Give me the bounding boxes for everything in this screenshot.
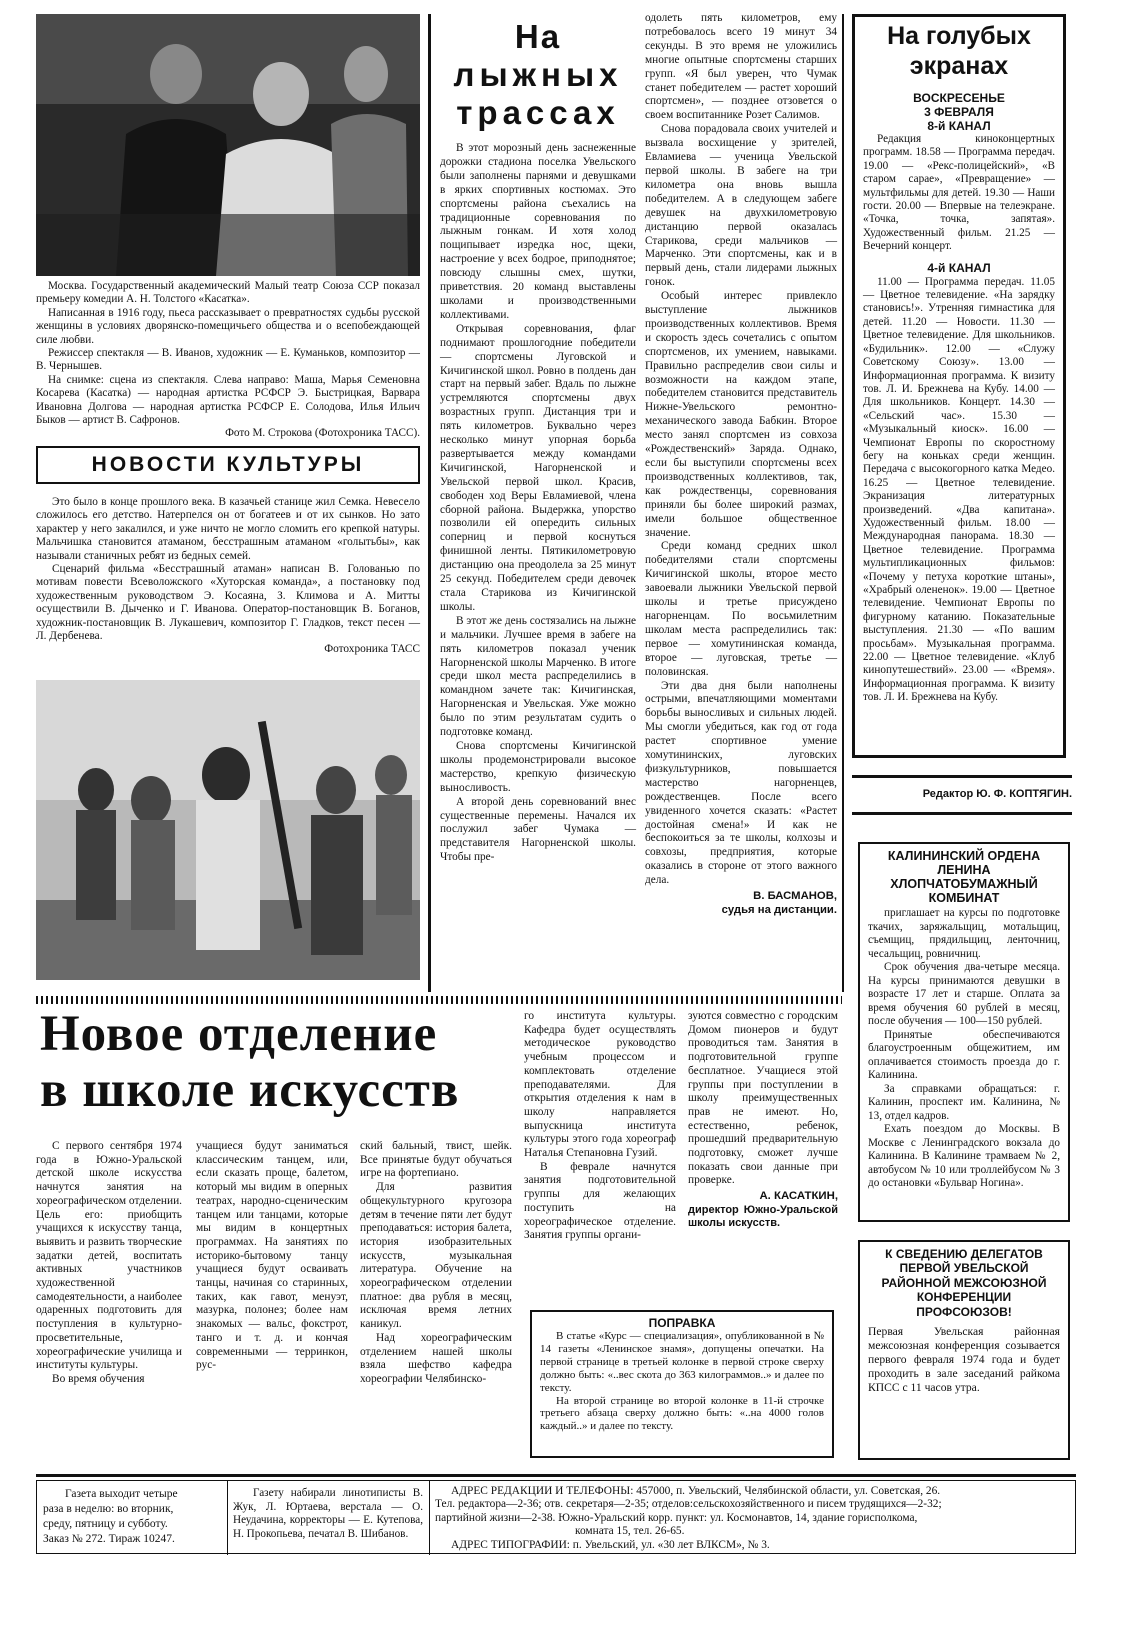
tv-ch8-text: Редакция киноконцертных программ. 18.58 — Программа передач. 19.00 — «Рекс-полицейский», «В старом сарае», «Превращение» — мультфильмы для детей. 19.30 — Наши гости. 20.00 — Впервые на телеэкране. «Точка, точка, запятая». Художественный фильм. 21.25 — Вечерний концерт. — [863, 133, 1055, 253]
footer-schedule: Газета выходит четыре раза в неделю: во вторник, среду, пятницу и субботу. Заказ № 272. Тираж 10247. — [43, 1488, 178, 1545]
film-photo — [36, 680, 420, 980]
school-column-4: го института культуры. Кафедра будет осуществлять методическое руководство учебным процессом и комплектовать отделение преподавателями. Для открытия отделения к нам в школу направляется выпускница института культуры этого года хореограф Наталья Степановна Гузий. В феврале начнутся занятия подготовительной группы для желающих поступить на хореографическое отделение. Занятия группы органи- — [524, 1010, 676, 1242]
ski-signature: В. БАСМАНОВ, — [753, 890, 837, 903]
editor-line: Редактор Ю. Ф. КОПТЯГИН. — [922, 788, 1072, 800]
footer-address: АДРЕС РЕДАКЦИИ И ТЕЛЕФОНЫ: 457000, п. Увельский, Челябинской области, ул. Советская, 26. Тел. редактора—2-36; отв. секретаря—2-35; отделов:сельскохозяйственного и писем трудящихся—2-32; партийной жизни—2-38. Южно-Уральский корр. пункт: ул. Космонавтов, 14, здание горисполкома, комната 15, тел. 26-65. АДРЕС ТИПОГРАФИИ: п. Увельский, ул. «30 лет ВЛКСМ», № 3. — [435, 1485, 942, 1551]
news-heading-box — [36, 446, 420, 484]
school-headline: Новое отделение в школе искусств — [40, 1006, 460, 1118]
correction-notice: ПОПРАВКА В статье «Курс — специализация», опубликованной в № 14 газеты «Ленинское знамя», допущены опечатки. На первой странице в третьей колонке в первой строке сверху должно быть: «..вес скота до 363 килограммов..» и далее по тексту. На второй странице во второй колонке в 11-й строчке третьего абзаца сверху должно быть: «..на 4000 голов каждый..» и далее по тексту. — [530, 1310, 834, 1458]
ski-column-1: В этот морозный день заснеженные дорожки стадиона поселка Увельского были заполнены парнями и девушками в ярких спортивных костюмах. Это спортсмены района съехались на традиционные соревнования по лыжным гонкам. И хотя холод пощипывает изредка нос, щеки, настроение у всех бодрое, приподнятое; повсюду слышны смех, шутки, приветствия. 20 команд выставлены школами и производственными коллективами. Открывая соревнования, флаг поднимают прошлогодние победители — спортсмены Луговской и Кичигинской школ. Ровно в полдень дан старт на первый забег. Вдаль по лыжне устремляются спортсмены двух возрастных групп. Дистанция три и пять километров. Буквально через несколько минут упорная борьба развертывается между командами Кичигинской, Нагорненской и Увельской первой школ. Красив, свободен ход Веры Евламиевой, члена сборной района. Выдержка, упорство позволили ей опередить сильных соперниц и первой коснуться финишной ленты. Пятикилометровую дистанцию она преодолела за 25 минут 25 секунд. Победителем среди девочек стала Старикова из Кичигинской школы. В этот же день состязались на лыжне и мальчики. Лучшее время в забеге на пять километров показал ученик Нагорненской школы Марченко. В итоге среди школ места распределились в командном зачете так: Кичигинская, Нагорненская и Увельская. Уже можно было по этим результатам судить о подготовке команд. Снова спортсмены Кичигинской школы продемонстрировали высокое мастерство, крепкую физическую выносливость. А второй день соревнований внес существенные перемены. Начался их послужил забег Чумака — представителя Нагорненской школы. Чтобы пре- — [440, 142, 636, 864]
tv-ch4-text: 11.00 — Программа передач. 11.05 — Цветное телевидение. «На зарядку становись!». Утренняя гимнастика для детей. 11.20 — Новости. 11.30 — Цветное телевидение. Для школьников. «Будильник». 12.00 — «Служу Советскому Союзу». 13.00 — Информационная программа. К визиту тов. Л. И. Брежнева на Кубу. 14.00 — Для школьников. Концерт. 14.30 — «Сельский час». 15.30 — «Музыкальный киоск». 16.00 — Чемпионат Европы по скоростному бегу на коньках среди женщин. Передача с высокогорного катка Медео. 16.25 — Цветное телевидение. Экранизация литературных произведений. «Два капитана». Художественный фильм. 18.00 — Международная панорама. 18.30 — Цветное телевидение. Программа мультипликационных фильмов: «Почему у петуха короткие штаны», «Храбрый олененок». 19.00 — Цветное телевидение. Чемпионат Европы по фигурному катанию. Показательные выступления. 21.30 — «По вашим просьбам». Музыкальная программа. 22.00 — Цветное телевидение. «Клуб кинопутешествий». 23.00 — «Время». Информационная программа. К визиту тов. Л. И. Брежнева на Кубу. — [863, 275, 1055, 704]
theatre-photo — [36, 14, 420, 276]
school-signature: А. КАСАТКИН, — [759, 1190, 838, 1203]
ski-title: На лыжных трассах — [453, 18, 623, 131]
kalinin-ad: КАЛИНИНСКИЙ ОРДЕНА ЛЕНИНА ХЛОПЧАТОБУМАЖНЫЙ КОМБИНАТ приглашает на курсы по подготовке ткачих, заряжальщиц, мотальщиц, съемщиц, прядильщиц, ленточниц, чесальщиц, ровничниц. Срок обучения два-четыре месяца. На курсы принимаются девушки в возрасте 17 лет и старше. Оплата за время обучения 60 рублей в месяц, после обучения — 100—150 рублей. Принятые обеспечиваются благоустроенным общежитием, им оплачивается стоимость проезда до г. Калинина. За справками обращаться: г. Калинин, проспект им. Калинина, № 13, отдел кадров. Ехать поездом до Москвы. В Москве с Ленинградского вокзала до Калинина. В Калинине трамваем № 2, автобусом № 10 или троллейбусом № 3 до остановки «Бульвар Ногина». — [858, 842, 1070, 1222]
school-column-5: зуются совместно с городским Домом пионеров и будут проводиться там. Занятия в подготовительной группе бесплатное. Учащиеся этой группы при поступлении в школу преимущественных прав не имеют. Но, естественно, ребенок, прошедший предварительную подготовку, сможет лучше показать свои данные при проверке. А. КАСАТКИН, директор Южно-Уральской школы искусств. — [688, 1010, 838, 1229]
school-column-2: учащиеся будут заниматься классическим танцем, или, если сказать проще, балетом, который мы видим в оперных театрах, народно-сценическим танцем или танцами, которые мы видим в концертных программах. На занятиях по историко-бытовому танцу учащиеся будут осваивать танцы, начиная со старинных, таких, как гавот, менуэт, мазурка, полонез; более нам знакомых — вальс, фокстрот, танго и т. д. и кончая современными — терринкон, рус- — [196, 1140, 348, 1372]
delegates-notice: К СВЕДЕНИЮ ДЕЛЕГАТОВ ПЕРВОЙ УВЕЛЬСКОЙ РАЙОННОЙ МЕЖСОЮЗНОЙ КОНФЕРЕНЦИИ ПРОФСОЮЗОВ! Первая Увельская районная межсоюзная конференция созывается первого февраля 1974 года и будет проходить в зале заседаний райкома КПСС с 11 часов утра. — [858, 1240, 1070, 1460]
footer-staff: Газету набирали линотиписты В. Жук, Л. Юртаева, верстала — О. Неудачина, корректоры — Е. Кутепова, Н. Прокопьева, печатал В. Шибанов. — [233, 1487, 423, 1540]
photo-caption: Москва. Государственный академический Малый театр Союза ССР показал премьеру комедии А. Н. Толстого «Касатка». Написанная в 1916 году, пьеса рассказывает о превратностях судьбы русской женщины в условиях дворянско-помещичьего общества и о всепобеждающей силе любви. Режиссер спектакля — В. Иванов, художник — Е. Куманьков, композитор — В. Чернышев. На снимке: сцена из спектакля. Слева направо: Маша, Марья Семеновна Косарева (Касатка) — народная артистка РСФСР Э. Быстрицкая, Варвара Ивановна Долгова — народная артистка РСФСР Е. Солодова, Илья Ильич Быков — артист В. Сафронов. Фото М. Строкова (Фотохроника ТАСС). — [36, 280, 420, 440]
news-text: Это было в конце прошлого века. В казачьей станице жил Семка. Невесело сложилось его детство. Натерпелся он от богатеев и от их сынков. Но зато характер у него закалился, и уже ничто не могло сломить его крепкой натуры. Мальчишка становится атаманом, бесстрашным атаманом «голытьбы», как называли станичных ребят из бедных семей. Сценарий фильма «Бесстрашный атаман» написан В. Голованью по мотивам повести Всеволожского «Хуторская команда», а постановку под художественным руководством Э. Косаяна, З. Климова и А. Митты осуществили В. Дыченко и Г. Иванова. Оператор-постановщик В. Боганов, художник-постановщик В. Лукашевич, композитор Г. Гладков, текст песен — Л. Дербенева. Фотохроника ТАСС — [36, 496, 420, 656]
tv-title: На голубых экранах — [887, 22, 1031, 80]
footer — [36, 1480, 1076, 1554]
ski-column-2: одолеть пять километров, ему потребовалось всего 19 минут 34 секунды. В это время не уложились многие опытные спортсмены старших групп. «Я был уверен, что Чумак станет победителем — растет хороший спортсмен», — позднее отзовется о своем воспитаннике Розет Салимов. Снова порадовала своих учителей и вызвала восхищение у зрителей, Евламиева — ученица Увельской первой школы. В забеге на три километра она вновь вышла победителем. А в следующем забеге девушек на двухкилометровую дистанцию первой оказалась Старикова, среди мальчиков — Марченко. Эти спортсмены, как и в первый день, стали лидерами лыжных гонок. Особый интерес привлекло выступление лыжников производственных коллективов. Время и скорость здесь сочетались с опытом спортсменов, их умением, навыками. Правильно распределив свои силы и возможности на каждом этапе, победителем становится представитель Нижне-Увельского ремонтно-механического завода Бабкин. Второе место занял спортсмен из совхоза «Рождественский» Заряда. Однако, если бы выступили спортсмены всех производственных коллективов, так, как рождественцы, соревнования приняли бы более широкий размах, имели большое общественное значение. Среди команд средних школ победителями стали спортсмены Кичигинской школы, второе место завоевали лыжники Увельской первой школы и третье присуждено нагорненцам. По восьмилетним школам места распределились так: первое — хомутининская команда, второе — луговская, третье — половинская. Эти два дня были наполнены острыми, впечатляющими моментами борьбы выносливых и сильных людей. Мы смогли убедиться, как год от года растет спортивное умение хомутининских, луговских физкультурников, повышается мастерство нагорненцев, рождественцев. После всего увиденного хочется сказать: «Растет достойная смена!» И как не беспокоиться за те школы, колхозы и совхозы, предприятия, которые оказались в стороне от этого важного дела. В. БАСМАНОВ, судья на дистанции. — [645, 12, 837, 916]
school-column-1: С первого сентября 1974 года в Южно-Уральской детской школе искусства начнутся занятия на хореографическом отделении. Цель его: приобщить учащихся к искусству танца, выявить и развить творческие задатки детей, воспитать активных участников художественной самодеятельности, а наиболее одаренных подготовить для поступления в культурно-просветительные, хореографические училища и институты культуры. Во время обучения — [36, 1140, 183, 1385]
news-heading: НОВОСТИ КУЛЬТУРЫ — [91, 453, 365, 476]
school-column-3: ский бальный, твист, шейк. Все принятые будут обучаться игре на фортепиано. Для развития общекультурного кругозора детям в течение пяти лет будут преподаваться: история балета, история изобразительных искусств, музыкальная литература. Обучение на хореографическом отделении платное: два рубля в месяц, исключая время летних каникул. Над хореографическим отделением нашей школы взяла шефство кафедра хореографии Челябинско- — [360, 1140, 512, 1385]
tv-box: На голубых экранах ВОСКРЕСЕНЬЕ 3 ФЕВРАЛЯ 8-й КАНАЛ Редакция киноконцертных программ. 18.58 — Программа передач. 19.00 — «Рекс-полицейский», «В старом сарае», «Превращение» — мультфильмы для детей. 19.30 — Наши гости. 20.00 — Впервые на телеэкране. «Точка, точка, запятая». Художественный фильм. 21.25 — Вечерний концерт. 4-й КАНАЛ 11.00 — Программа передач. 11.05 — Цветное телевидение. «На зарядку становись!». Утренняя гимнастика для детей. 11.20 — Новости. 11.30 — Цветное телевидение. Для школьников. «Будильник». 12.00 — «Служу Советскому Союзу». 13.00 — Информационная программа. К визиту тов. Л. И. Брежнева на Кубу. 14.00 — Для школьников. Концерт. 14.30 — «Сельский час». 15.30 — «Музыкальный киоск». 16.00 — Чемпионат Европы по скоростному бегу на коньках среди женщин. Передача с высокогорного катка Медео. 16.25 — Цветное телевидение. Экранизация литературных произведений. «Два капитана». Художественный фильм. 18.00 — Международная панорама. 18.30 — Цветное телевидение. Программа мультипликационных фильмов: «Почему у петуха короткие штаны», «Храбрый олененок». 19.00 — Цветное телевидение. Чемпионат Европы по фигурному катанию. Показательные выступления. 21.30 — «По вашим просьбам». Музыкальная программа. 22.00 — Цветное телевидение. «Клуб кинопутешествий». 23.00 — «Время». Информационная программа. К визиту тов. Л. И. Брежнева на Кубу. — [852, 14, 1066, 758]
